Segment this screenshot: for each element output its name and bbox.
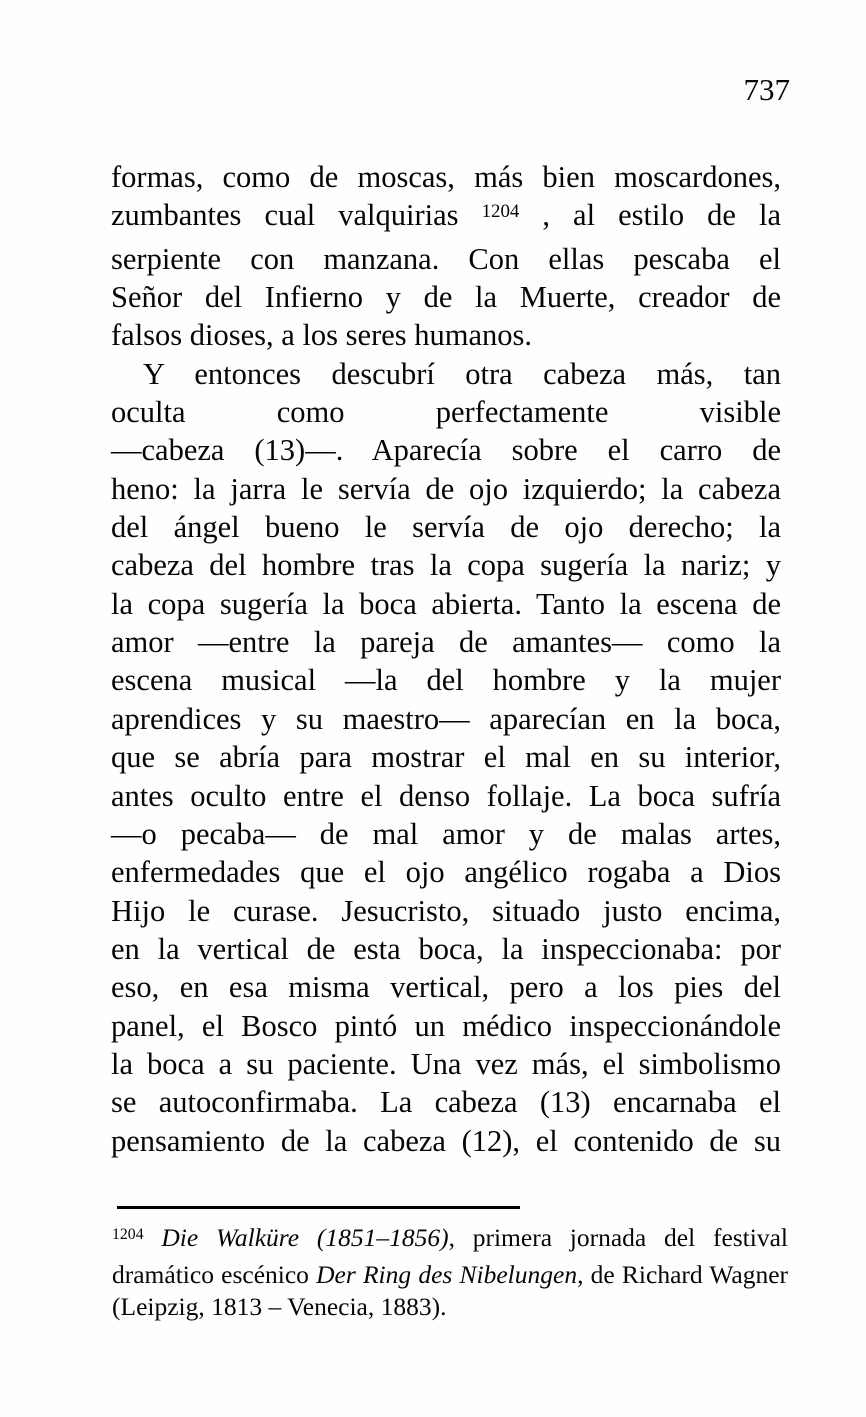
body-line [111,278,781,316]
footnote-line [112,1291,788,1324]
footnote [112,1222,788,1324]
body-line [111,431,781,469]
footnote-line [112,1259,788,1292]
text-run: —cabeza (13)—. Aparecía sobre el carro de [111,433,781,468]
text-run: —o pecaba— de mal amor y de malas artes, [111,816,781,851]
body-line [111,661,781,699]
text-run [144,1223,162,1252]
text-run: en la vertical de esta boca, la inspeccionaba: por [111,931,781,966]
body-line [111,196,781,239]
text-run: aprendices y su maestro— aparecían en la boca, [111,701,781,736]
body-line [111,1007,781,1045]
body-line [111,968,781,1006]
text-run: que se abría para mostrar el mal en su interior, [111,740,781,775]
italic-text: Der Ring des Nibelungen [316,1259,578,1289]
body-line [111,892,781,930]
text-run: del ángel bueno le servía de ojo derecho; la [111,510,781,545]
body-line [111,1122,781,1160]
text-run: la copa sugería la boca abierta. Tanto la escena de [111,586,781,621]
text-run: se autoconfirmaba. La cabeza (13) encarnaba el [111,1085,781,1120]
text-run: Y entonces descubrí otra cabeza más, tan [143,356,781,391]
body-line [111,1045,781,1083]
text-run: cabeza del hombre tras la copa sugería la nariz; y [111,548,781,583]
body-line [111,546,781,584]
text-run: falsos dioses, a los seres humanos. [111,318,533,353]
text-run: (Leipzig, 1813 – Venecia, 1883). [112,1292,447,1322]
text-run: , al estilo de la [519,198,781,233]
text-run: amor —entre la pareja de amantes— como la [111,625,781,660]
body-line [111,393,781,431]
footnote-reference: 1204 [481,201,520,223]
body-line [111,240,781,278]
body-line [111,738,781,776]
body-line [111,1083,781,1121]
footnote-separator [117,1206,520,1209]
text-run: oculta como perfectamente visible [111,395,781,430]
text-run: la boca a su paciente. Una vez más, el simbolismo [111,1046,781,1081]
body-line [111,777,781,815]
footnote-reference: 1204 [112,1226,144,1244]
body-line [111,585,781,623]
body-line [111,355,781,393]
text-run: , primera jornada del festival [448,1223,789,1252]
body-line [111,623,781,661]
text-run: antes oculto entre el denso follaje. La boca sufría [111,778,781,813]
text-run: escena musical —la del hombre y la mujer [111,663,781,698]
text-run: Hijo le curase. Jesucristo, situado justo encima, [111,893,781,928]
body-line [111,815,781,853]
body-line [111,470,781,508]
page-number: 737 [743,72,790,107]
text-run: enfermedades que el ojo angélico rogaba a Dios [111,855,781,890]
text-run: heno: la jarra le servía de ojo izquierdo; la cabeza [111,471,781,506]
footnote-line [112,1222,788,1259]
body-line [111,508,781,546]
body-line [111,853,781,891]
text-run: formas, como de moscas, más bien moscardones, [111,160,781,194]
text-run: panel, el Bosco pintó un médico inspeccionándole [111,1008,781,1043]
text-run: zumbantes cual valquirias [111,198,482,233]
body-line [111,158,781,196]
italic-text: Die Walküre (1851–1856) [161,1223,449,1252]
body-line [111,316,781,354]
text-run: Señor del Infierno y de la Muerte, creador de [111,280,781,315]
text-run: dramático escénico [112,1259,317,1289]
text-run: , de Richard Wagner [577,1259,789,1289]
text-run: pensamiento de la cabeza (12), el contenido de su [111,1123,781,1158]
body-line [111,930,781,968]
body-line [111,700,781,738]
text-run: eso, en esa misma vertical, pero a los pies del [111,970,781,1005]
text-run: serpiente con manzana. Con ellas pescaba el [111,241,781,276]
body-text [111,158,781,1160]
